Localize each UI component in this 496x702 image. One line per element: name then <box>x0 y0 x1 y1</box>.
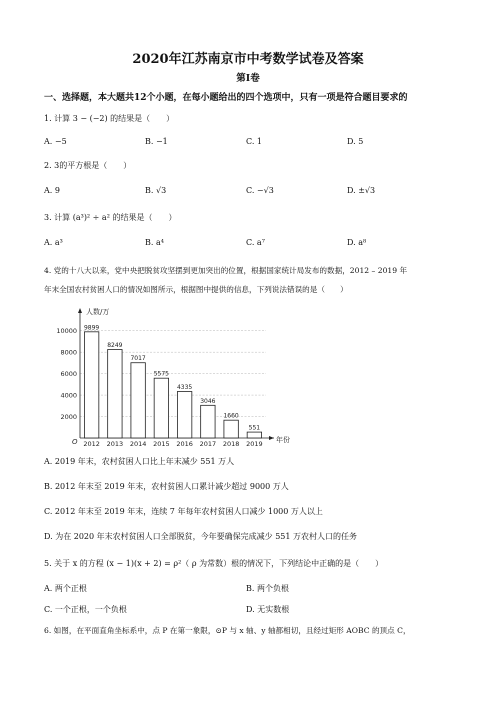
bar <box>177 391 191 438</box>
q3-option-a: A. a³ <box>44 238 63 247</box>
q2-option-d: D. ±√3 <box>347 186 376 195</box>
bar-value-label: 9899 <box>83 324 100 332</box>
q6-stem: 6. 如图，在平面直角坐标系中，点 P 在第一象限，⊙P 与 x 轴、y 轴都相切，且经过矩形 AOBC 的顶点 C， <box>44 626 411 635</box>
x-tick-label: 2014 <box>129 440 147 448</box>
origin-label: O <box>72 438 78 446</box>
x-tick-label: 2019 <box>246 440 263 448</box>
x-axis-arrow <box>269 436 274 440</box>
poverty-bar-chart <box>44 302 290 452</box>
y-tick-label: 6000 <box>60 370 77 379</box>
q2-option-c: C. −√3 <box>246 186 274 195</box>
q4-option-b: B. 2012 年末至 2019 年末，农村贫困人口累计减少超过 9000 万人 <box>44 482 289 491</box>
q2-option-b: B. √3 <box>145 186 167 195</box>
y-tick-label: 4000 <box>60 391 77 400</box>
bar <box>247 432 261 438</box>
y-tick-label: 2000 <box>60 413 77 422</box>
x-axis-label: 年份 <box>276 436 290 444</box>
x-tick-label: 2017 <box>199 440 217 448</box>
q2-option-a: A. 9 <box>44 186 60 195</box>
x-tick-label: 2013 <box>106 440 124 448</box>
q3-option-b: B. a⁴ <box>145 238 164 247</box>
y-axis-label: 人数/万 <box>86 308 110 316</box>
y-axis-arrow <box>78 308 82 313</box>
q5-option-d: D. 无实数根 <box>246 605 290 614</box>
q3-stem: 3. 计算 (a³)² ÷ a² 的结果是（ ） <box>44 213 177 222</box>
q1-option-b: B. −1 <box>145 137 168 146</box>
q4-option-c: C. 2012 年末至 2019 年末，连续 7 年每年农村贫困人口减少 1000 万人以上 <box>44 507 323 516</box>
bar <box>201 405 215 438</box>
x-tick-label: 2016 <box>176 440 193 448</box>
q4-option-d: D. 为在 2020 年末农村贫困人口全部脱贫，今年要确保完成减少 551 万农村人口的任务 <box>44 532 358 541</box>
q3-option-c: C. a⁷ <box>246 238 265 247</box>
bar-value-label: 551 <box>248 424 261 432</box>
q1-stem: 1. 计算 3 − (−2) 的结果是（ ） <box>44 114 175 123</box>
bar-value-label: 7017 <box>130 355 146 363</box>
bar-value-label: 1660 <box>223 412 239 420</box>
x-tick-label: 2018 <box>222 440 240 448</box>
bar <box>84 332 98 438</box>
q3-option-d: D. a⁸ <box>347 238 367 247</box>
section-heading: 一、选择题，本大题共12个小题，在每小题给出的四个选项中，只有一项是符合题目要求的 <box>44 93 408 103</box>
q5-stem: 5. 关于 x 的方程 (x − 1)(x + 2) = ρ²（ ρ 为常数）根的情况下，下列结论中正确的是（ ） <box>44 559 384 568</box>
bar <box>154 378 168 438</box>
bar-value-label: 5575 <box>153 370 170 378</box>
y-tick-label: 8000 <box>60 348 77 357</box>
bar <box>224 420 238 438</box>
bar-value-label: 4335 <box>176 383 193 391</box>
q4-stem-line2: 年末全国农村贫困人口的情况如图所示，根据图中提供的信息，下列说法错误的是（ ） <box>44 285 348 294</box>
y-tick-label: 10000 <box>56 327 77 336</box>
q1-option-a: A. −5 <box>44 137 67 146</box>
q2-stem: 2. 3的平方根是（ ） <box>44 161 132 170</box>
q4-option-a: A. 2019 年末，农村贫困人口比上年末减少 551 万人 <box>44 457 235 466</box>
x-tick-label: 2012 <box>83 440 100 448</box>
page-title: 2020年江苏南京市中考数学试卷及答案 <box>132 52 364 67</box>
volume-heading: 第I卷 <box>236 73 260 84</box>
q4-stem-line1: 4. 党的十八大以来，党中央把脱贫攻坚摆到更加突出的位置，根据国家统计局发布的数据，2012 – 2019 年 <box>44 266 408 275</box>
x-tick-label: 2015 <box>153 440 170 448</box>
bar <box>108 350 122 438</box>
bar-value-label: 3046 <box>200 397 216 405</box>
q1-option-c: C. 1 <box>246 137 263 146</box>
bar-value-label: 8249 <box>107 342 123 350</box>
q1-option-d: D. 5 <box>347 137 364 146</box>
q5-option-a: A. 两个正根 <box>44 584 87 593</box>
bar <box>131 363 145 438</box>
q5-option-c: C. 一个正根，一个负根 <box>44 605 127 614</box>
q5-option-b: B. 两个负根 <box>246 584 289 593</box>
